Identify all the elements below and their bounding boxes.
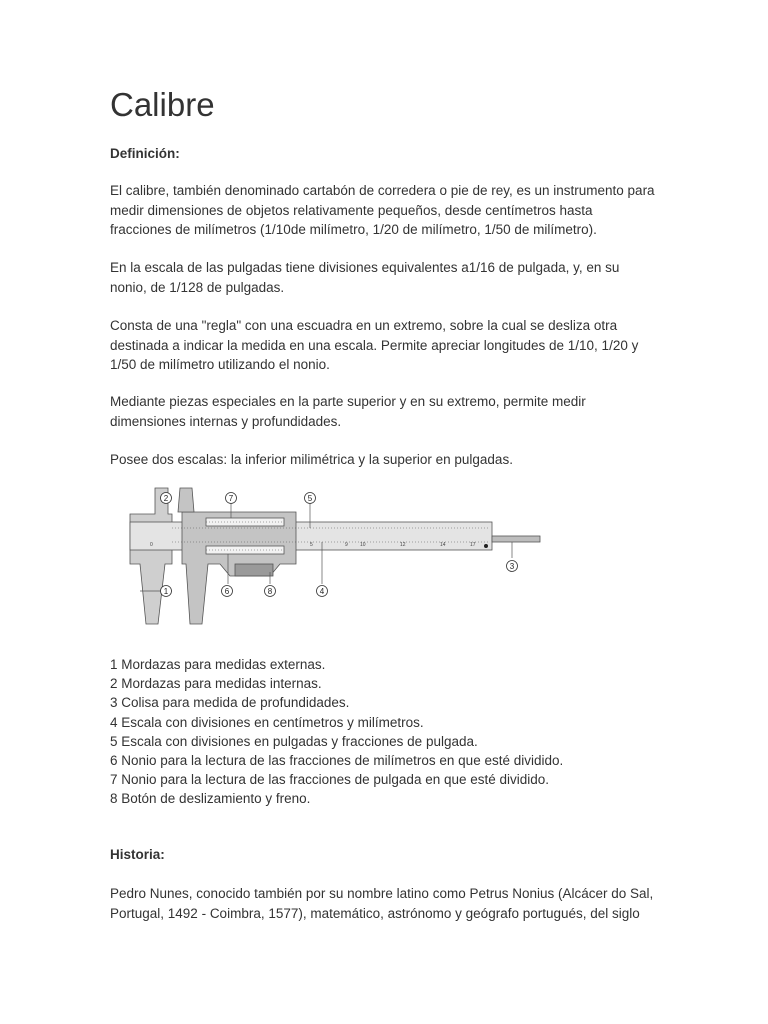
list-item: 7 Nonio para la lectura de las fracciones de pulgada en que esté dividido. [110, 772, 550, 788]
fixed-jaw [130, 488, 172, 624]
svg-text:2: 2 [163, 494, 169, 503]
caliper-diagram [110, 484, 550, 632]
svg-text:7: 7 [228, 494, 234, 503]
text-line: nonio, de 1/128 de pulgadas. [110, 279, 285, 295]
svg-text:5: 5 [307, 494, 313, 503]
svg-text:6: 6 [224, 587, 230, 596]
callout-8 [265, 586, 276, 597]
callout-1 [161, 586, 172, 597]
text-line: fracciones de milímetros (1/10de milímetro, 1/20 de milímetro, 1/50 de milímetro). [110, 222, 597, 237]
svg-text:10: 10 [360, 542, 366, 548]
list-item: 2 Mordazas para medidas internas. [110, 676, 322, 692]
text-line: destinada a indicar la medida en una escala. Permite apreciar longitudes de 1/10, 1/20 y [110, 337, 639, 353]
paragraph-history [110, 884, 670, 923]
callout-7 [226, 493, 237, 504]
page-title: Calibre [110, 86, 215, 123]
svg-text:3: 3 [509, 562, 515, 571]
section-heading-definicion: Definición: [110, 146, 180, 161]
parts-list [110, 655, 563, 809]
paragraph-inches [110, 258, 670, 297]
svg-text:17: 17 [470, 542, 476, 548]
list-item: 3 Colisa para medida de profundidades. [110, 695, 350, 711]
paragraph-special-pieces [110, 392, 670, 431]
section-heading-historia: Historia: [110, 847, 165, 862]
text-line: 1/50 de milímetro utilizando el nonio. [110, 357, 330, 372]
paragraph-scales [110, 450, 670, 470]
text-line: Consta de una "regla" con una escuadra en un extremo, sobre la cual se desliza otra [110, 318, 618, 333]
svg-text:0: 0 [150, 542, 153, 548]
text-line: medir dimensiones de objetos relativamente pequeños, desde centímetros hasta [110, 202, 593, 218]
thumb-button [235, 564, 273, 576]
depth-rod [492, 536, 540, 542]
text-line: Posee dos escalas: la inferior milimétrica y la superior en pulgadas. [110, 452, 513, 467]
svg-text:9: 9 [345, 542, 348, 548]
list-item: 5 Escala con divisiones en pulgadas y fracciones de pulgada. [110, 733, 478, 749]
text-line: Mediante piezas especiales en la parte superior y en su extremo, permite medir [110, 394, 586, 409]
text-line: Pedro Nunes, conocido también por su nombre latino como Petrus Nonius (Alcácer do Sal, [110, 886, 654, 901]
svg-text:12: 12 [400, 542, 406, 548]
callout-5 [305, 493, 316, 504]
callout-4 [317, 586, 328, 597]
callout-6 [222, 586, 233, 597]
svg-text:8: 8 [267, 587, 273, 596]
svg-text:14: 14 [440, 542, 446, 548]
list-item: 8 Botón de deslizamiento y freno. [110, 791, 311, 807]
inner-jaw [178, 488, 194, 512]
list-item: 6 Nonio para la lectura de las fracciones de milímetros en que esté dividido. [110, 753, 564, 769]
list-item: 4 Escala con divisiones en centímetros y milímetros. [110, 714, 424, 730]
svg-text:4: 4 [319, 587, 325, 596]
text-line: El calibre, también denominado cartabón de corredera o pie de rey, es un instrumento para [110, 183, 655, 198]
callout-2 [161, 493, 172, 504]
text-line: dimensiones internas y profundidades. [110, 413, 342, 429]
callout-3 [507, 561, 518, 572]
paragraph-definition [110, 181, 670, 240]
list-item: 1 Mordazas para medidas externas. [110, 657, 326, 672]
text-line: Portugal, 1492 - Coimbra, 1577), matemático, astrónomo y geógrafo portugués, del siglo [110, 905, 640, 921]
text-line: En la escala de las pulgadas tiene divisiones equivalentes a1/16 de pulgada, y, en su [110, 260, 620, 275]
paragraph-ruler [110, 316, 670, 375]
svg-text:5: 5 [310, 542, 313, 548]
svg-text:1: 1 [163, 587, 169, 596]
